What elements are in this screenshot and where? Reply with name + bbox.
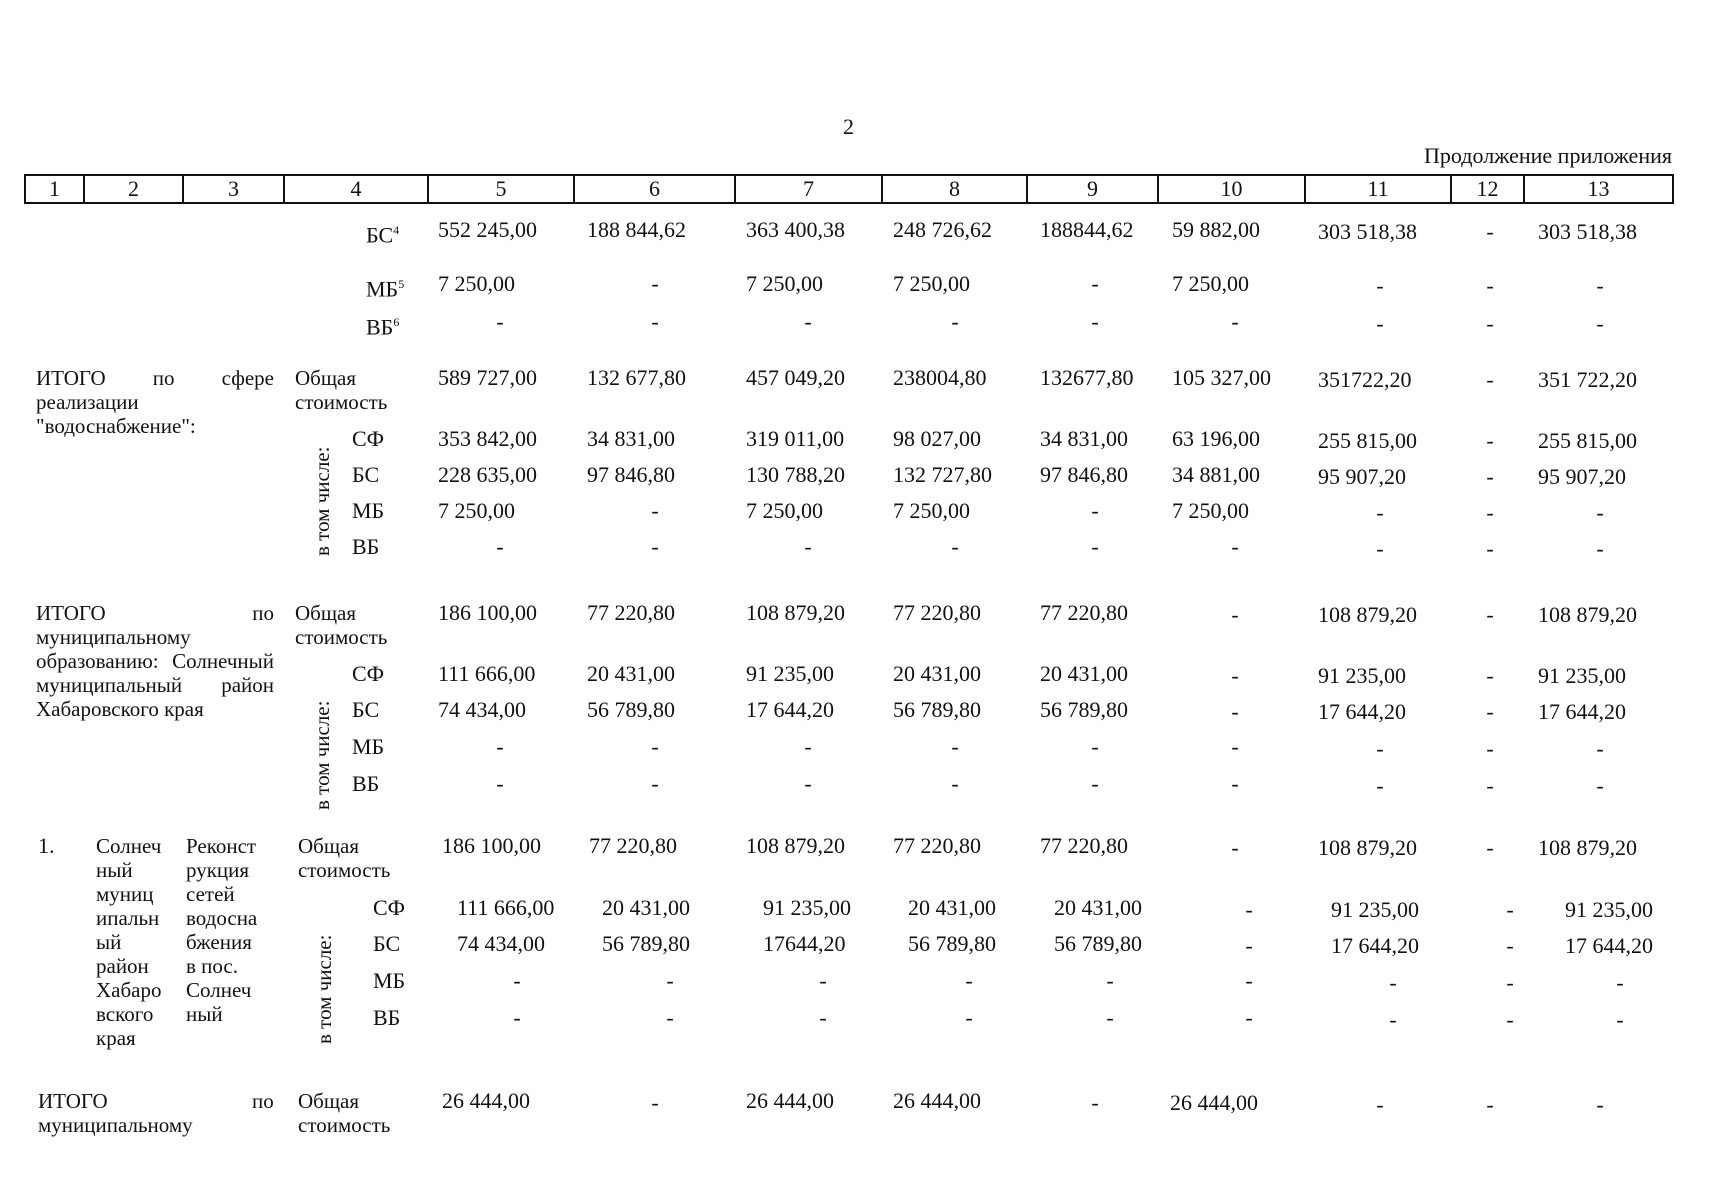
value-col-9: - <box>1091 309 1099 334</box>
value-col-5: - <box>513 1005 521 1030</box>
value-col-10: 7 250,00 <box>1172 498 1249 523</box>
value-col-7: - <box>819 1005 827 1030</box>
column-number-header <box>24 174 1674 204</box>
value-col-11: 108 879,20 <box>1318 602 1417 627</box>
value-col-11: - <box>1389 970 1397 995</box>
funding-source-code: ВБ <box>352 534 380 559</box>
value-col-12: - <box>1506 897 1514 922</box>
value-col-11: 351722,20 <box>1318 367 1412 392</box>
funding-source-code: СФ <box>352 426 385 451</box>
header-col-4: 4 <box>284 175 428 203</box>
value-col-7: 17 644,20 <box>746 697 834 722</box>
value-col-10: 7 250,00 <box>1172 271 1249 296</box>
value-col-12: - <box>1486 428 1494 453</box>
value-col-9: 56 789,80 <box>1040 697 1128 722</box>
value-col-13: - <box>1596 1092 1604 1117</box>
value-col-7: 457 049,20 <box>746 365 845 390</box>
value-col-5: 7 250,00 <box>438 498 515 523</box>
value-col-10: - <box>1245 897 1253 922</box>
value-col-9: 77 220,80 <box>1040 833 1128 858</box>
including-label: в том числе: <box>310 700 334 810</box>
value-col-13: - <box>1596 773 1604 798</box>
value-col-7: 319 011,00 <box>746 426 845 451</box>
value-col-6: 97 846,80 <box>587 462 675 487</box>
value-col-6: - <box>651 309 659 334</box>
value-col-7: - <box>804 534 812 559</box>
value-col-9: - <box>1091 771 1099 796</box>
municipality-line: края <box>96 1026 136 1050</box>
value-col-5: 111 666,00 <box>457 895 555 920</box>
funding-source-code: $БС^4$ <box>366 222 400 248</box>
value-col-7: - <box>804 771 812 796</box>
value-col-8: - <box>951 534 959 559</box>
value-col-11: 303 518,38 <box>1318 219 1417 244</box>
value-col-11: - <box>1376 773 1384 798</box>
continuation-title: Продолжение приложения <box>1424 143 1672 168</box>
header-col-11: 11 <box>1305 175 1451 203</box>
group-title-line: по <box>252 1089 274 1113</box>
value-col-8: 7 250,00 <box>893 271 970 296</box>
value-col-13: 91 235,00 <box>1538 663 1626 688</box>
funding-source-code: БС <box>373 931 401 956</box>
value-col-10: - <box>1231 663 1239 688</box>
value-col-13: - <box>1596 500 1604 525</box>
value-col-10: - <box>1245 968 1253 993</box>
value-col-11: 255 815,00 <box>1318 428 1417 453</box>
value-col-13: 351 722,20 <box>1538 367 1637 392</box>
header-col-6: 6 <box>574 175 735 203</box>
value-col-6: - <box>651 498 659 523</box>
header-col-1: 1 <box>25 175 84 203</box>
value-col-10: - <box>1231 771 1239 796</box>
value-col-10: - <box>1245 1005 1253 1030</box>
value-col-12: - <box>1486 1092 1494 1117</box>
value-col-5: - <box>513 968 521 993</box>
value-col-6: 132 677,80 <box>587 365 686 390</box>
value-col-8: 26 444,00 <box>893 1088 981 1113</box>
value-col-11: 17 644,20 <box>1331 933 1419 958</box>
value-col-13: - <box>1596 273 1604 298</box>
value-col-13: 303 518,38 <box>1538 219 1637 244</box>
value-col-7: 108 879,20 <box>746 833 845 858</box>
value-col-6: 56 789,80 <box>602 931 690 956</box>
value-col-7: - <box>819 968 827 993</box>
value-col-5: 111 666,00 <box>438 661 536 686</box>
value-col-10: - <box>1231 835 1239 860</box>
value-col-7: 130 788,20 <box>746 462 845 487</box>
value-col-5: 186 100,00 <box>442 833 541 858</box>
total-cost-label: Общая стоимость <box>295 601 388 649</box>
value-col-9: 56 789,80 <box>1054 931 1142 956</box>
value-col-8: 98 027,00 <box>893 426 981 451</box>
value-col-13: 95 907,20 <box>1538 464 1626 489</box>
municipality-line: ный <box>96 858 133 882</box>
value-col-5: 228 635,00 <box>438 462 537 487</box>
value-col-7: 363 400,38 <box>746 217 845 242</box>
funding-source-code: СФ <box>373 895 406 920</box>
including-label: в том числе: <box>312 934 336 1044</box>
value-col-8: 7 250,00 <box>893 498 970 523</box>
group-title-line: ИТОГО <box>38 1089 108 1113</box>
group-title: ИТОГО по муниципальному образованию: Солнечный муниципальный район Хабаровского края <box>36 601 274 721</box>
value-col-6: - <box>651 534 659 559</box>
value-col-8: 56 789,80 <box>893 697 981 722</box>
value-col-8: 20 431,00 <box>893 661 981 686</box>
municipality-line: муниц <box>96 882 154 906</box>
value-col-5: 552 245,00 <box>438 217 537 242</box>
value-col-5: 186 100,00 <box>438 600 537 625</box>
value-col-6: - <box>651 734 659 759</box>
municipality-line: район <box>96 954 149 978</box>
municipality-line: Солнеч <box>96 834 162 858</box>
value-col-9: 188844,62 <box>1040 217 1134 242</box>
group-title: ИТОГО по сфере реализации "водоснабжение": <box>36 366 274 438</box>
value-col-8: - <box>951 309 959 334</box>
funding-source-code: БС <box>352 462 380 487</box>
value-col-12: - <box>1486 602 1494 627</box>
value-col-12: - <box>1486 464 1494 489</box>
value-col-6: 20 431,00 <box>587 661 675 686</box>
value-col-11: 95 907,20 <box>1318 464 1406 489</box>
municipality-name <box>96 834 182 1050</box>
value-col-7: - <box>804 734 812 759</box>
value-col-10: - <box>1231 699 1239 724</box>
value-col-11: 91 235,00 <box>1318 663 1406 688</box>
object-line: водосна <box>186 906 258 930</box>
value-col-6: 77 220,80 <box>589 833 677 858</box>
value-col-11: - <box>1376 273 1384 298</box>
value-col-9: - <box>1106 968 1114 993</box>
value-col-10: 59 882,00 <box>1172 217 1260 242</box>
municipality-line: ый <box>96 930 122 954</box>
total-cost-label: Общая стоимость <box>298 834 391 882</box>
funding-source-code: МБ <box>373 968 406 993</box>
value-col-7: - <box>804 309 812 334</box>
municipality-line: ипальн <box>96 906 160 930</box>
value-col-13: - <box>1596 736 1604 761</box>
header-col-8: 8 <box>882 175 1027 203</box>
value-col-13: - <box>1596 536 1604 561</box>
value-col-11: - <box>1376 736 1384 761</box>
value-col-5: - <box>496 771 504 796</box>
value-col-9: - <box>1106 1005 1114 1030</box>
value-col-8: 56 789,80 <box>908 931 996 956</box>
value-col-11: - <box>1376 500 1384 525</box>
value-col-12: - <box>1486 367 1494 392</box>
value-col-7: 26 444,00 <box>746 1088 834 1113</box>
value-col-7: 108 879,20 <box>746 600 845 625</box>
value-col-5: 74 434,00 <box>438 697 526 722</box>
header-col-7: 7 <box>735 175 882 203</box>
including-label: в том числе: <box>310 446 334 556</box>
value-col-6: - <box>666 1005 674 1030</box>
value-col-13: 108 879,20 <box>1538 602 1637 627</box>
funding-source-code: МБ <box>352 498 385 523</box>
header-col-5: 5 <box>428 175 574 203</box>
value-col-7: 91 235,00 <box>763 895 851 920</box>
value-col-9: - <box>1091 734 1099 759</box>
value-col-11: 91 235,00 <box>1331 897 1419 922</box>
value-col-9: - <box>1091 534 1099 559</box>
header-col-10: 10 <box>1158 175 1305 203</box>
value-col-8: 132 727,80 <box>893 462 992 487</box>
object-line: в пос. <box>186 954 238 978</box>
value-col-8: - <box>951 734 959 759</box>
value-col-12: - <box>1506 933 1514 958</box>
value-col-6: 34 831,00 <box>587 426 675 451</box>
value-col-10: - <box>1231 309 1239 334</box>
value-col-9: 132677,80 <box>1040 365 1134 390</box>
value-col-12: - <box>1486 835 1494 860</box>
value-col-12: - <box>1486 773 1494 798</box>
funding-source-code: МБ <box>352 734 385 759</box>
value-col-13: 17 644,20 <box>1538 699 1626 724</box>
object-name <box>186 834 282 1026</box>
value-col-10: 63 196,00 <box>1172 426 1260 451</box>
funding-source-code: $МБ^5$ <box>366 276 405 302</box>
value-col-12: - <box>1486 500 1494 525</box>
value-col-8: 20 431,00 <box>908 895 996 920</box>
header-col-2: 2 <box>84 175 183 203</box>
total-cost-label: Общая стоимость <box>298 1089 391 1137</box>
value-col-12: - <box>1486 536 1494 561</box>
group-title-line: муниципальному <box>38 1113 193 1137</box>
value-col-12: - <box>1486 736 1494 761</box>
value-col-10: - <box>1245 933 1253 958</box>
value-col-7: 17644,20 <box>763 931 846 956</box>
header-col-13: 13 <box>1524 175 1673 203</box>
value-col-12: - <box>1486 699 1494 724</box>
value-col-9: - <box>1091 1090 1099 1115</box>
value-col-8: 238004,80 <box>893 365 987 390</box>
value-col-11: - <box>1376 311 1384 336</box>
municipality-line: Хабаро <box>96 978 162 1002</box>
value-col-9: 97 846,80 <box>1040 462 1128 487</box>
value-col-11: - <box>1376 1092 1384 1117</box>
value-col-13: 91 235,00 <box>1565 897 1653 922</box>
value-col-5: 353 842,00 <box>438 426 537 451</box>
total-cost-label: Общая стоимость <box>295 366 388 414</box>
value-col-9: 77 220,80 <box>1040 600 1128 625</box>
value-col-13: - <box>1616 1007 1624 1032</box>
value-col-13: - <box>1596 311 1604 336</box>
value-col-12: - <box>1506 970 1514 995</box>
value-col-10: - <box>1231 534 1239 559</box>
funding-source-code: $ВБ^6$ <box>366 314 400 340</box>
header-col-12: 12 <box>1451 175 1524 203</box>
value-col-11: 17 644,20 <box>1318 699 1406 724</box>
value-col-11: - <box>1376 536 1384 561</box>
value-col-9: 20 431,00 <box>1054 895 1142 920</box>
value-col-9: 34 831,00 <box>1040 426 1128 451</box>
value-col-12: - <box>1486 219 1494 244</box>
value-col-7: 91 235,00 <box>746 661 834 686</box>
value-col-12: - <box>1486 663 1494 688</box>
value-col-6: 188 844,62 <box>587 217 686 242</box>
value-col-11: - <box>1389 1007 1397 1032</box>
value-col-6: 77 220,80 <box>587 600 675 625</box>
value-col-6: - <box>651 1090 659 1115</box>
value-col-8: - <box>951 771 959 796</box>
value-col-10: 26 444,00 <box>1170 1090 1258 1115</box>
header-col-3: 3 <box>183 175 284 203</box>
value-col-5: 74 434,00 <box>457 931 545 956</box>
value-col-10: - <box>1231 734 1239 759</box>
value-col-13: 255 815,00 <box>1538 428 1637 453</box>
value-col-9: - <box>1091 498 1099 523</box>
value-col-5: - <box>496 309 504 334</box>
municipality-line: вского <box>96 1002 154 1026</box>
value-col-8: 248 726,62 <box>893 217 992 242</box>
value-col-10: 34 881,00 <box>1172 462 1260 487</box>
value-col-6: 56 789,80 <box>587 697 675 722</box>
value-col-13: - <box>1616 970 1624 995</box>
funding-source-code: БС <box>352 697 380 722</box>
object-line: бжения <box>186 930 252 954</box>
value-col-5: - <box>496 734 504 759</box>
value-col-13: 108 879,20 <box>1538 835 1637 860</box>
value-col-11: 108 879,20 <box>1318 835 1417 860</box>
value-col-5: 7 250,00 <box>438 271 515 296</box>
value-col-7: 7 250,00 <box>746 271 823 296</box>
value-col-9: - <box>1091 271 1099 296</box>
page-number: 2 <box>843 114 854 139</box>
funding-source-code: ВБ <box>352 771 380 796</box>
value-col-5: 589 727,00 <box>438 365 537 390</box>
value-col-9: 20 431,00 <box>1040 661 1128 686</box>
value-col-12: - <box>1486 311 1494 336</box>
value-col-5: - <box>496 534 504 559</box>
header-col-9: 9 <box>1027 175 1158 203</box>
value-col-10: 105 327,00 <box>1172 365 1271 390</box>
value-col-5: 26 444,00 <box>442 1088 530 1113</box>
value-col-8: - <box>965 1005 973 1030</box>
funding-source-code: ВБ <box>373 1005 401 1030</box>
value-col-12: - <box>1506 1007 1514 1032</box>
value-col-8: - <box>965 968 973 993</box>
value-col-6: - <box>651 271 659 296</box>
value-col-6: - <box>651 771 659 796</box>
funding-source-code: СФ <box>352 661 385 686</box>
object-line: Солнеч <box>186 978 252 1002</box>
value-col-10: - <box>1231 602 1239 627</box>
object-line: рукция <box>186 858 250 882</box>
value-col-8: 77 220,80 <box>893 833 981 858</box>
object-line: сетей <box>186 882 235 906</box>
value-col-7: 7 250,00 <box>746 498 823 523</box>
object-line: ный <box>186 1002 223 1026</box>
value-col-13: 17 644,20 <box>1565 933 1653 958</box>
item-number: 1. <box>38 833 55 858</box>
value-col-6: - <box>666 968 674 993</box>
object-line: Реконст <box>186 834 257 858</box>
value-col-12: - <box>1486 273 1494 298</box>
value-col-8: 77 220,80 <box>893 600 981 625</box>
value-col-6: 20 431,00 <box>602 895 690 920</box>
